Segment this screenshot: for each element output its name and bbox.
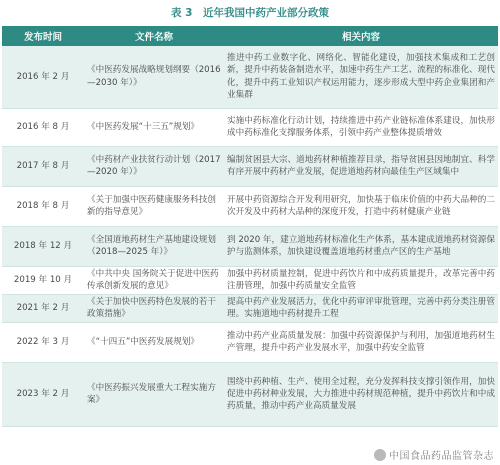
row-content: 到 2020 年，建立道地药材标准化生产体系，基本建成道地药材资源保护与监测体系，加快建设覆盖道地药材重点产区的生产基地: [224, 226, 498, 266]
row-content: 围绕中药种植、生产、使用全过程，充分发挥科技支撑引领作用，加快促进中药材种业发展，大力推进中药材规范种植，提升中药饮片和中成药质量，推动中药产业高质量发展: [224, 362, 498, 426]
row-date: 2018 年 12 月: [2, 226, 84, 266]
table-row: [2, 146, 498, 186]
row-content: 开展中药资源综合开发利用研究，加快基于临床价值的中药大品种的二次开发及中药材大品种的深度开发，打造中药材健康产业链: [224, 186, 498, 226]
row-date: 2022 年 3 月: [2, 322, 84, 362]
row-document-name: 《关于加强中医药健康服务科技创新的指导意见》: [84, 186, 224, 226]
row-document-name: 《“十四五”中医药发展规划》: [84, 322, 224, 362]
table-caption: 表 3 近年我国中药产业部分政策: [171, 7, 329, 19]
row-date: 2016 年 8 月: [2, 108, 84, 146]
table-row: [2, 226, 498, 266]
table-row: [2, 322, 498, 362]
row-content: 编制贫困县大宗、道地药材种植推荐目录，指导贫困县因地制宜、科学有序开展中药材产业发展，促进道地药材向最佳生产区域集中: [224, 146, 498, 186]
row-date: 2016 年 2 月: [2, 46, 84, 108]
column-header-document: 文件名称: [84, 26, 224, 46]
row-content: 加强中药材质量控制，促进中药饮片和中成药质量提升，改革完善中药注册管理，加强中药质量安全监管: [224, 266, 498, 294]
row-content: 实施中药标准化行动计划，持续推进中药产业链标准体系建设，加快形成中药标准化支撑服务体系，引领中药产业整体提质增效: [224, 108, 498, 146]
row-date: 2019 年 10 月: [2, 266, 84, 294]
watermark: [374, 447, 494, 462]
watermark-logo-icon: [374, 449, 386, 461]
row-document-name: 《中药材产业扶贫行动计划（2017—2020 年）》: [84, 146, 224, 186]
row-date: 2021 年 2 月: [2, 294, 84, 322]
row-date: 2017 年 8 月: [2, 146, 84, 186]
row-date: 2018 年 8 月: [2, 186, 84, 226]
table-row: [2, 46, 498, 108]
row-document-name: 《中医药发展战略规划纲要（2016—2030 年）》: [84, 46, 224, 108]
row-document-name: 《全国道地药材生产基地建设规划（2018—2025 年）》: [84, 226, 224, 266]
table-row: [2, 294, 498, 322]
row-content: 提高中药产业发展活力，优化中药审评审批管理，完善中药分类注册管理。实施道地中药材提升工程: [224, 294, 498, 322]
table-row: [2, 186, 498, 226]
table-header-row: [2, 26, 498, 46]
row-document-name: 《中医药振兴发展重大工程实施方案》: [84, 362, 224, 426]
row-date: 2023 年 2 月: [2, 362, 84, 426]
column-header-content: 相关内容: [224, 26, 498, 46]
watermark-text: 中国食品药品监管杂志: [389, 451, 494, 462]
column-header-date: 发布时间: [2, 26, 84, 46]
table-row: [2, 108, 498, 146]
row-document-name: 《中医药发展“十三五”规划》: [84, 108, 224, 146]
row-document-name: 《关于加快中医药特色发展的若干政策措施》: [84, 294, 224, 322]
row-content: 推动中药产业高质量发展：加强中药资源保护与利用，加强道地药材生产管理，提升中药产业发展水平，加强中药安全监管: [224, 322, 498, 362]
policy-table: [2, 26, 498, 427]
table-row: [2, 362, 498, 426]
table-row: [2, 266, 498, 294]
row-document-name: 《中共中央 国务院关于促进中医药传承创新发展的意见》: [84, 266, 224, 294]
row-content: 推进中药工业数字化、网络化、智能化建设，加强技术集成和工艺创新，提升中药装备制造水平，加速中药生产工艺、流程的标准化、现代化，提升中药工业知识产权运用能力，逐步形成大型中药企业集团和产业集群: [224, 46, 498, 108]
